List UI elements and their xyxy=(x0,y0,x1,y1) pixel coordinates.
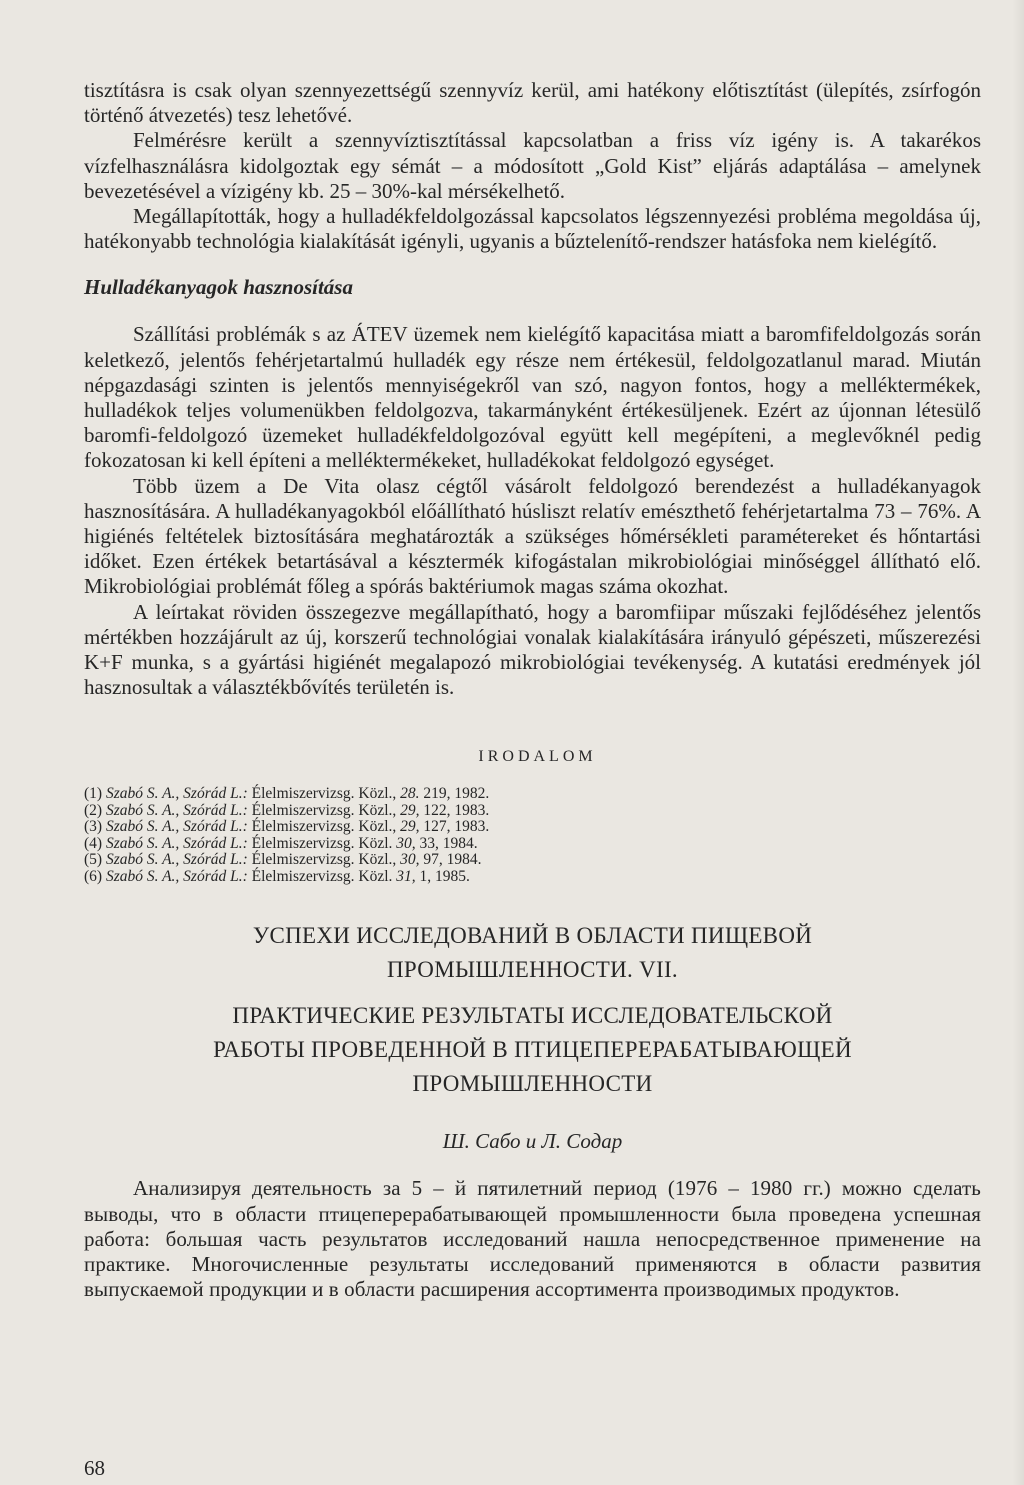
paragraph-water-usage: Felmérésre került a szennyvíztisztítással kapcsolatban a friss víz igény is. A takarékos vízfelhasználásra kidolgoztak egy sémát – a módosított „Gold Kist” eljárás adaptálása – amelynek bevezetésével a vízigény kb. 25 – 30%-kal mérsékelhető. xyxy=(84,128,981,203)
reference-volume: 30, xyxy=(400,851,420,869)
page-edge-shadow xyxy=(1012,0,1024,1485)
reference-number: (2) xyxy=(84,801,103,819)
reference-authors: Szabó S. A., Szórád L.: xyxy=(105,801,248,819)
reference-pages: 1, 1985. xyxy=(419,867,470,885)
reference-volume: 30, xyxy=(396,834,416,852)
russian-title xyxy=(84,919,981,1101)
reference-pages: 219, 1982. xyxy=(423,785,490,803)
reference-authors: Szabó S. A., Szórád L.: xyxy=(105,851,248,869)
document-page xyxy=(84,78,981,1302)
reference-volume: 28. xyxy=(400,785,420,803)
russian-title-line: УСПЕХИ ИССЛЕДОВАНИЙ В ОБЛАСТИ ПИЩЕВОЙ xyxy=(252,923,813,949)
reference-number: (3) xyxy=(84,818,103,836)
reference-journal: Élelmiszervizsg. Közl., xyxy=(251,818,397,836)
reference-number: (6) xyxy=(84,867,103,885)
reference-journal: Élelmiszervizsg. Közl., xyxy=(251,785,397,803)
reference-number: (5) xyxy=(84,851,103,869)
paragraph-de-vita: Több üzem a De Vita olasz cégtől vásárolt feldolgozó berendezést a hulladékanyagok hasznosítására. A hulladékanyagokból előállítható húsliszt relatív emészthető fehérjetartalma 73 – 76%. A higiénés feltételek biztosítására meghatározták a szükséges hőmérsékleti paramétereket és hőntartási időket. Ezen értékek betartásával a késztermék kifogástalan mikrobiológiai minőséggel állítható elő. Mikrobiológiai problémát főleg a spórás baktériumok magas száma okozhat. xyxy=(84,473,981,599)
reference-number: (1) xyxy=(84,785,103,803)
paragraph-waste-processing: Szállítási problémák s az ÁTEV üzemek nem kielégítő kapacitása miatt a baromfifeldolgozás során keletkező, jelentős fehérjetartalmú hulladék egy része nem értékesül, feldolgozatlanul marad. Miután népgazdasági szinten is jelentős mennyiségekről van szó, nagyon fontos, hogy a melléktermékek, hulladékok teljes volumenükben feldolgozva, takarmányként értékesüljenek. Ezért az újonnan létesülő baromfi-feldolgozó üzemeket hulladékfeldolgozóval együtt kell megépíteni, a meglevőknél pedig fokozatosan ki kell építeni a melléktermékeket, hulladékokat feldolgozó egységet. xyxy=(84,322,981,473)
paragraph-summary: A leírtakat röviden összegezve megállapítható, hogy a baromfiipar műszaki fejlődéséhez jelentős mértékben hozzájárult az új, korszerű technológiai vonalak kialakítására irányuló gépészeti, műszerezési K+F munka, s a gyártási higiénét megalapozó mikrobiológiai tevékenység. A kutatási eredmények jól hasznosultak a választékbővítés területén is. xyxy=(84,599,981,700)
russian-subtitle-line: ПРОМЫШЛЕННОСТИ xyxy=(412,1071,653,1097)
reference-authors: Szabó S. A., Szórád L.: xyxy=(105,867,248,885)
russian-authors: Ш. Сабо и Л. Содар xyxy=(442,1129,623,1154)
reference-item xyxy=(84,819,981,836)
reference-pages: 127, 1983. xyxy=(423,818,490,836)
reference-pages: 122, 1983. xyxy=(423,801,490,819)
russian-title-line: ПРОМЫШЛЕННОСТИ. VII. xyxy=(387,957,678,983)
references-heading: IRODALOM xyxy=(478,748,597,766)
section-heading: Hulladékanyagok hasznosítása xyxy=(84,275,353,300)
reference-number: (4) xyxy=(84,834,103,852)
paragraph-continuation: tisztításra is csak olyan szennyezettségű szennyvíz kerül, ami hatékony előtisztítást (ülepítés, zsírfogón történő átvezetés) tesz lehetővé. xyxy=(84,78,981,128)
reference-list xyxy=(84,786,981,885)
russian-abstract: Анализируя деятельность за 5 – й пятилетний период (1976 – 1980 гг.) можно сделать выводы, что в области птицеперерабатывающей промышленности была проведена успешная работа: большая часть результатов исследований нашла непосредственное применение на практике. Многочисленные результаты исследований применяются в области развития выпускаемой продукции и в области расширения ассортимента производимых продуктов. xyxy=(84,1176,981,1302)
reference-authors: Szabó S. A., Szórád L.: xyxy=(105,834,248,852)
reference-item xyxy=(84,852,981,869)
reference-journal: Élelmiszervizsg. Közl. xyxy=(251,867,393,885)
russian-subtitle xyxy=(84,999,981,1101)
reference-item xyxy=(84,786,981,803)
reference-item xyxy=(84,803,981,820)
reference-item xyxy=(84,836,981,853)
russian-subtitle-line: ПРАКТИЧЕСКИЕ РЕЗУЛЬТАТЫ ИССЛЕДОВАТЕЛЬСКОЙ xyxy=(232,1003,833,1029)
reference-journal: Élelmiszervizsg. Közl., xyxy=(251,851,397,869)
reference-pages: 97, 1984. xyxy=(423,851,482,869)
reference-volume: 29, xyxy=(400,818,420,836)
reference-journal: Élelmiszervizsg. Közl., xyxy=(251,801,397,819)
page-number: 68 xyxy=(84,1456,105,1480)
reference-authors: Szabó S. A., Szórád L.: xyxy=(105,818,248,836)
reference-authors: Szabó S. A., Szórád L.: xyxy=(105,785,248,803)
reference-volume: 31, xyxy=(396,867,416,885)
russian-subtitle-line: РАБОТЫ ПРОВЕДЕННОЙ В ПТИЦЕПЕРЕРАБАТЫВАЮЩЕЙ xyxy=(213,1037,852,1063)
reference-pages: 33, 1984. xyxy=(419,834,478,852)
paragraph-air-pollution: Megállapították, hogy a hulladékfeldolgozással kapcsolatos légszennyezési probléma megoldása új, hatékonyabb technológia kialakítását igényli, ugyanis a bűztelenítő-rendszer hatásfoka nem kielégítő. xyxy=(84,204,981,254)
reference-volume: 29, xyxy=(400,801,420,819)
reference-journal: Élelmiszervizsg. Közl. xyxy=(251,834,393,852)
reference-item xyxy=(84,869,981,886)
